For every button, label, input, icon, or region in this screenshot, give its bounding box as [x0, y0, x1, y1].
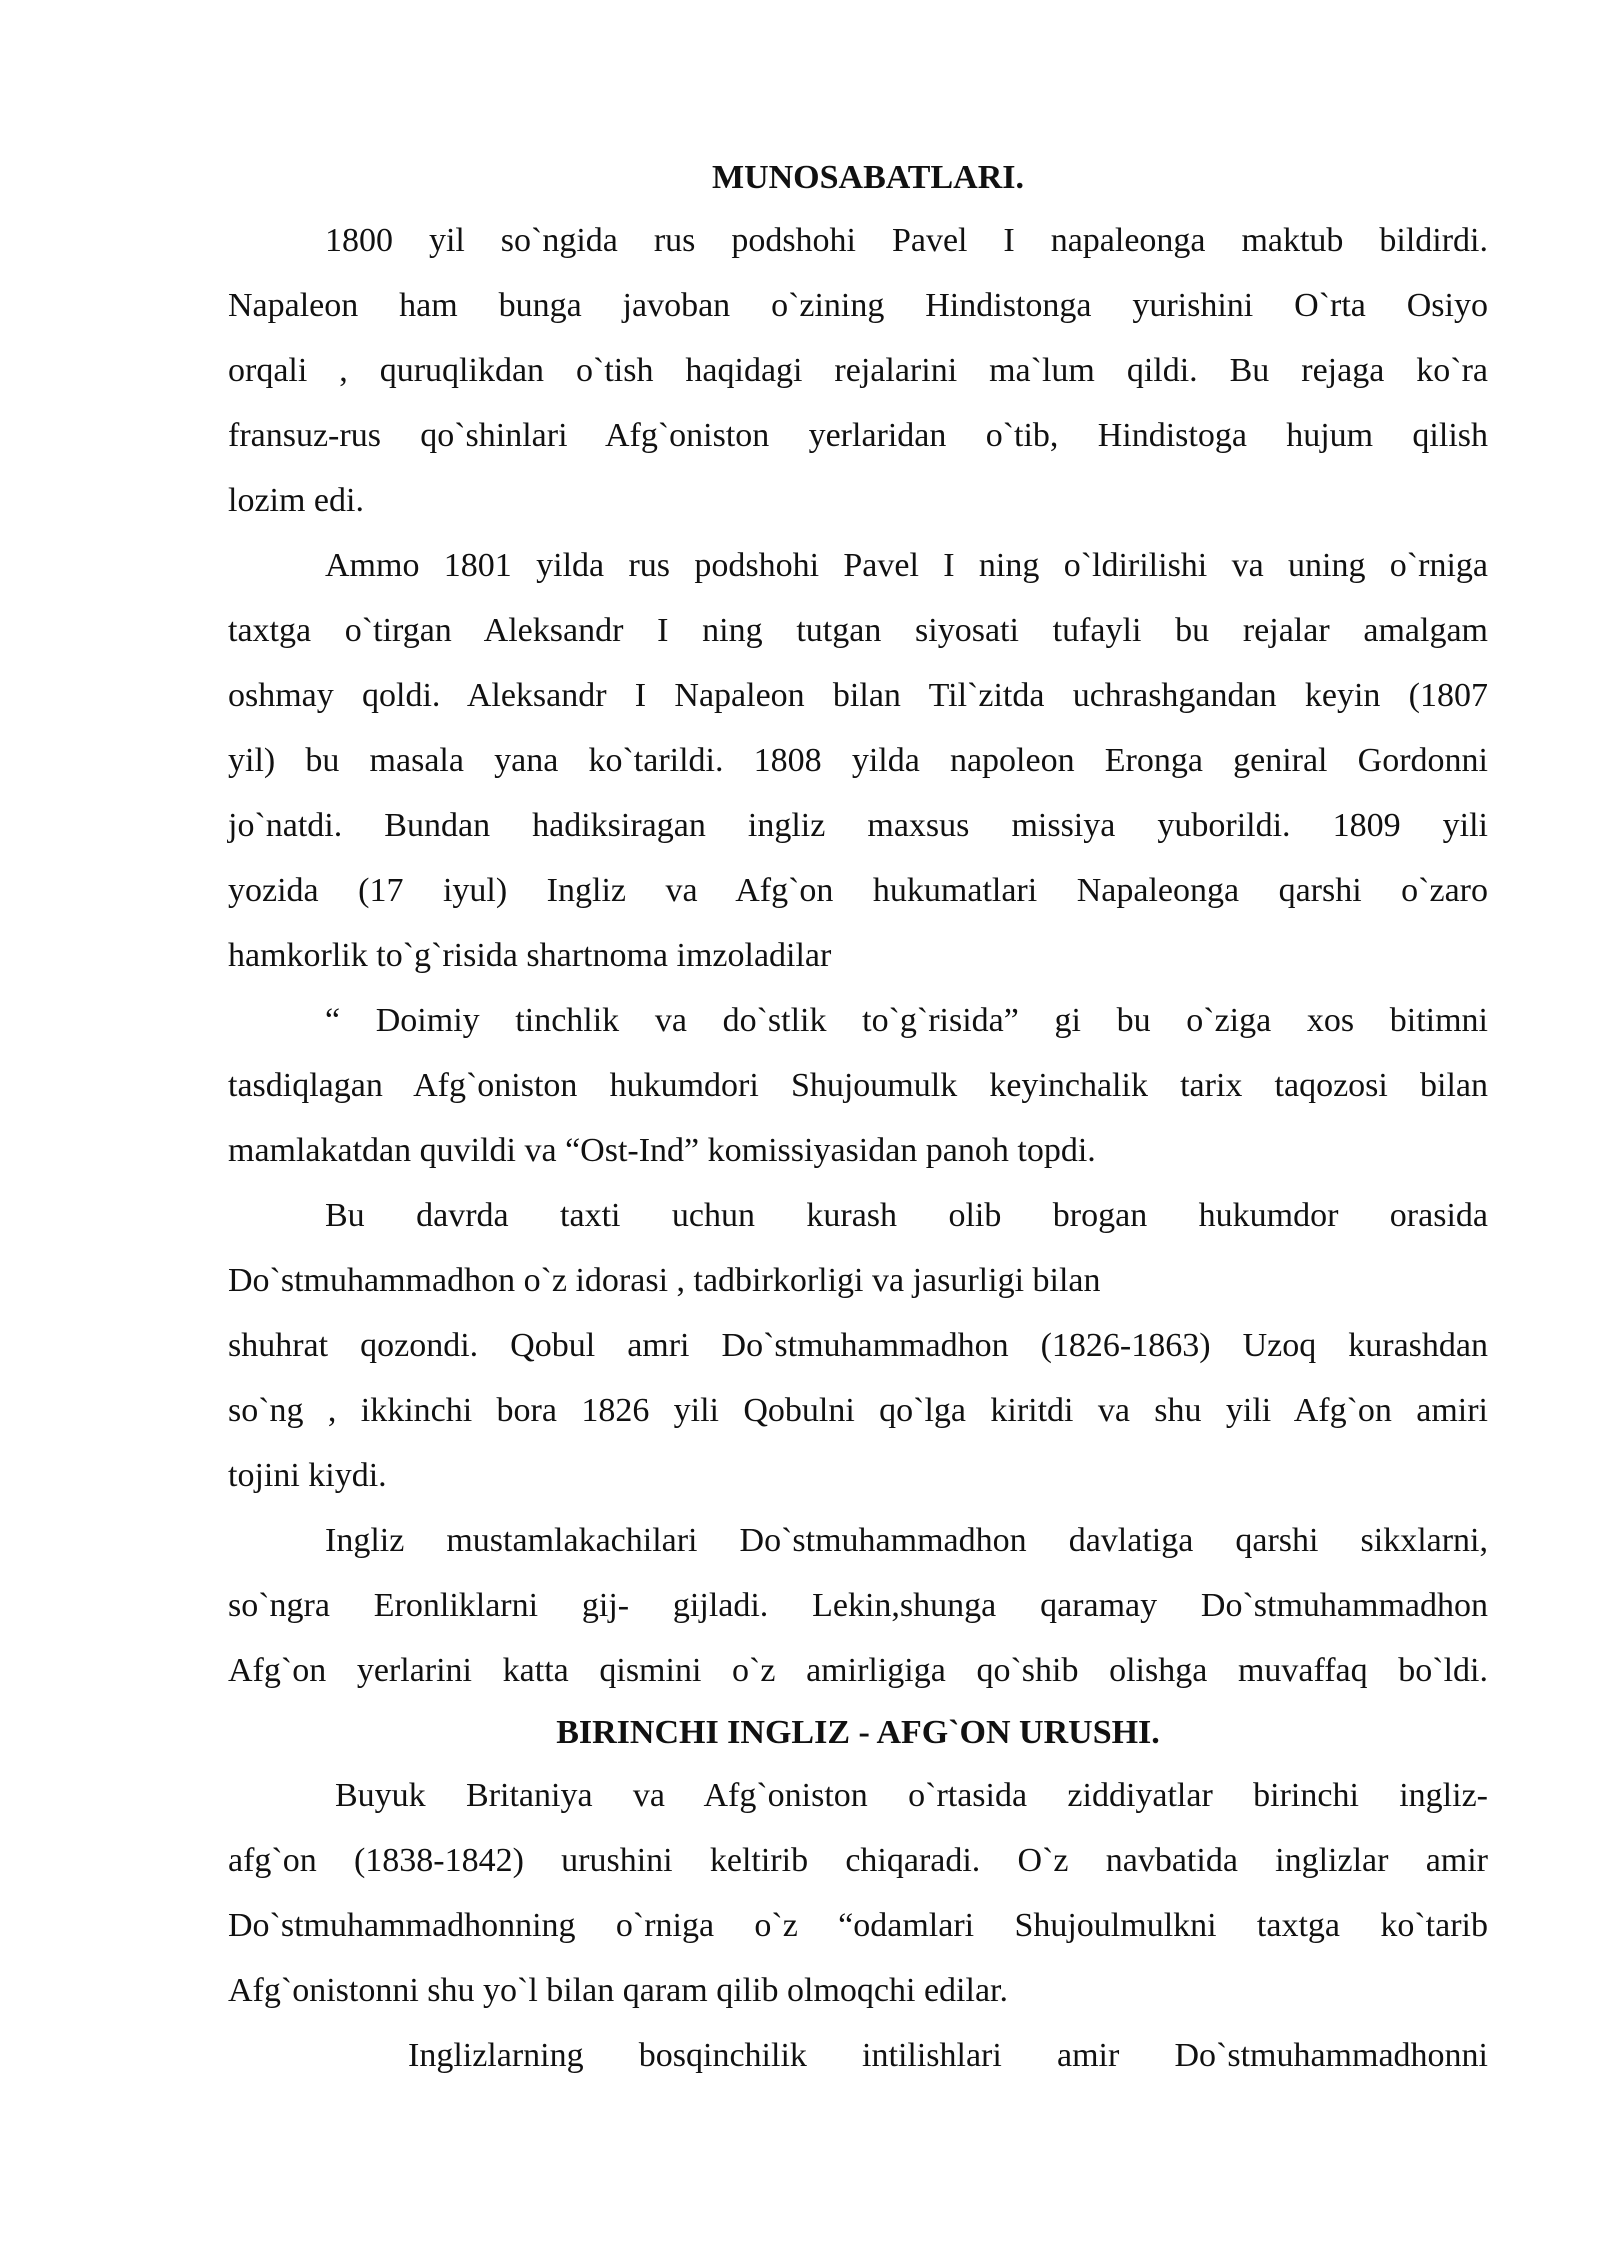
section-heading-birinchi-urush: BIRINCHI INGLIZ - AFG`ON URUSHI.: [556, 1714, 1160, 1751]
paragraph-line: Buyuk Britaniya va Afg`oniston o`rtasida ziddiyatlar birinchi ingliz-: [335, 1777, 1488, 1814]
paragraph-line: Inglizlarning bosqinchilik intilishlari amir Do`stmuhammadhonni: [408, 2037, 1488, 2074]
paragraph-1: [228, 208, 1488, 533]
paragraph-4: [228, 1183, 1488, 1508]
paragraph-line: Do`stmuhammadhonning o`rniga o`z “odamlari Shujoulmulkni taxtga ko`tarib: [228, 1907, 1488, 1944]
paragraph-line: fransuz-rus qo`shinlari Afg`oniston yerlaridan o`tib, Hindistoga hujum qilish: [228, 417, 1488, 454]
paragraph-line: Ammo 1801 yilda rus podshohi Pavel I ning o`ldirilishi va uning o`rniga: [325, 547, 1488, 584]
section-heading-munosabatlari: MUNOSABATLARI.: [711, 159, 1024, 196]
paragraph-line: “ Doimiy tinchlik va do`stlik to`g`risida” gi bu o`ziga xos bitimni: [325, 1002, 1488, 1039]
paragraph-line: tojini kiydi.: [228, 1457, 387, 1494]
paragraph-5: [228, 1508, 1488, 1703]
paragraph-line: Bu davrda taxti uchun kurash olib brogan hukumdor orasida: [325, 1197, 1488, 1234]
paragraph-line: so`ng , ikkinchi bora 1826 yili Qobulni qo`lga kiritdi va shu yili Afg`on amiri: [228, 1392, 1488, 1429]
paragraph-line: tasdiqlagan Afg`oniston hukumdori Shujoumulk keyinchalik tarix taqozosi bilan: [228, 1067, 1488, 1104]
paragraph-line: oshmay qoldi. Aleksandr I Napaleon bilan Til`zitda uchrashgandan keyin (1807: [228, 677, 1488, 714]
paragraph-line: 1800 yil so`ngida rus podshohi Pavel I napaleonga maktub bildirdi.: [325, 222, 1488, 259]
paragraph-line: Afg`onistonni shu yo`l bilan qaram qilib olmoqchi edilar.: [228, 1972, 1008, 2009]
paragraph-line: so`ngra Eronliklarni gij- gijladi. Lekin,shunga qaramay Do`stmuhammadhon: [228, 1587, 1488, 1624]
paragraph-line: yozida (17 iyul) Ingliz va Afg`on hukumatlari Napaleonga qarshi o`zaro: [228, 872, 1488, 909]
paragraph-line: Napaleon ham bunga javoban o`zining Hindistonga yurishini O`rta Osiyo: [228, 287, 1488, 324]
paragraph-line: hamkorlik to`g`risida shartnoma imzoladilar: [228, 937, 832, 974]
paragraph-line: Ingliz mustamlakachilari Do`stmuhammadhon davlatiga qarshi sikxlarni,: [325, 1522, 1488, 1559]
paragraph-line: taxtga o`tirgan Aleksandr I ning tutgan siyosati tufayli bu rejalar amalgam: [228, 612, 1488, 649]
paragraph-line: shuhrat qozondi. Qobul amri Do`stmuhammadhon (1826-1863) Uzoq kurashdan: [228, 1327, 1488, 1364]
paragraph-line: Do`stmuhammadhon o`z idorasi , tadbirkorligi va jasurligi bilan: [228, 1262, 1101, 1299]
paragraph-line: jo`natdi. Bundan hadiksiragan ingliz maxsus missiya yuborildi. 1809 yili: [228, 807, 1488, 844]
paragraph-line: lozim edi.: [228, 482, 364, 519]
paragraph-3: [228, 988, 1488, 1183]
paragraph-line: orqali , quruqlikdan o`tish haqidagi rejalarini ma`lum qildi. Bu rejaga ko`ra: [228, 352, 1488, 389]
document-body: [228, 148, 1488, 2088]
paragraph-6: [228, 1763, 1488, 2023]
paragraph-7: [228, 2023, 1488, 2088]
paragraph-line: yil) bu masala yana ko`tarildi. 1808 yilda napoleon Eronga geniral Gordonni: [228, 742, 1488, 779]
paragraph-line: mamlakatdan quvildi va “Ost-Ind” komissiyasidan panoh topdi.: [228, 1132, 1096, 1169]
paragraph-2: [228, 533, 1488, 988]
paragraph-line: afg`on (1838-1842) urushini keltirib chiqaradi. O`z navbatida inglizlar amir: [228, 1842, 1488, 1879]
paragraph-line: Afg`on yerlarini katta qismini o`z amirligiga qo`shib olishga muvaffaq bo`ldi.: [228, 1652, 1488, 1689]
